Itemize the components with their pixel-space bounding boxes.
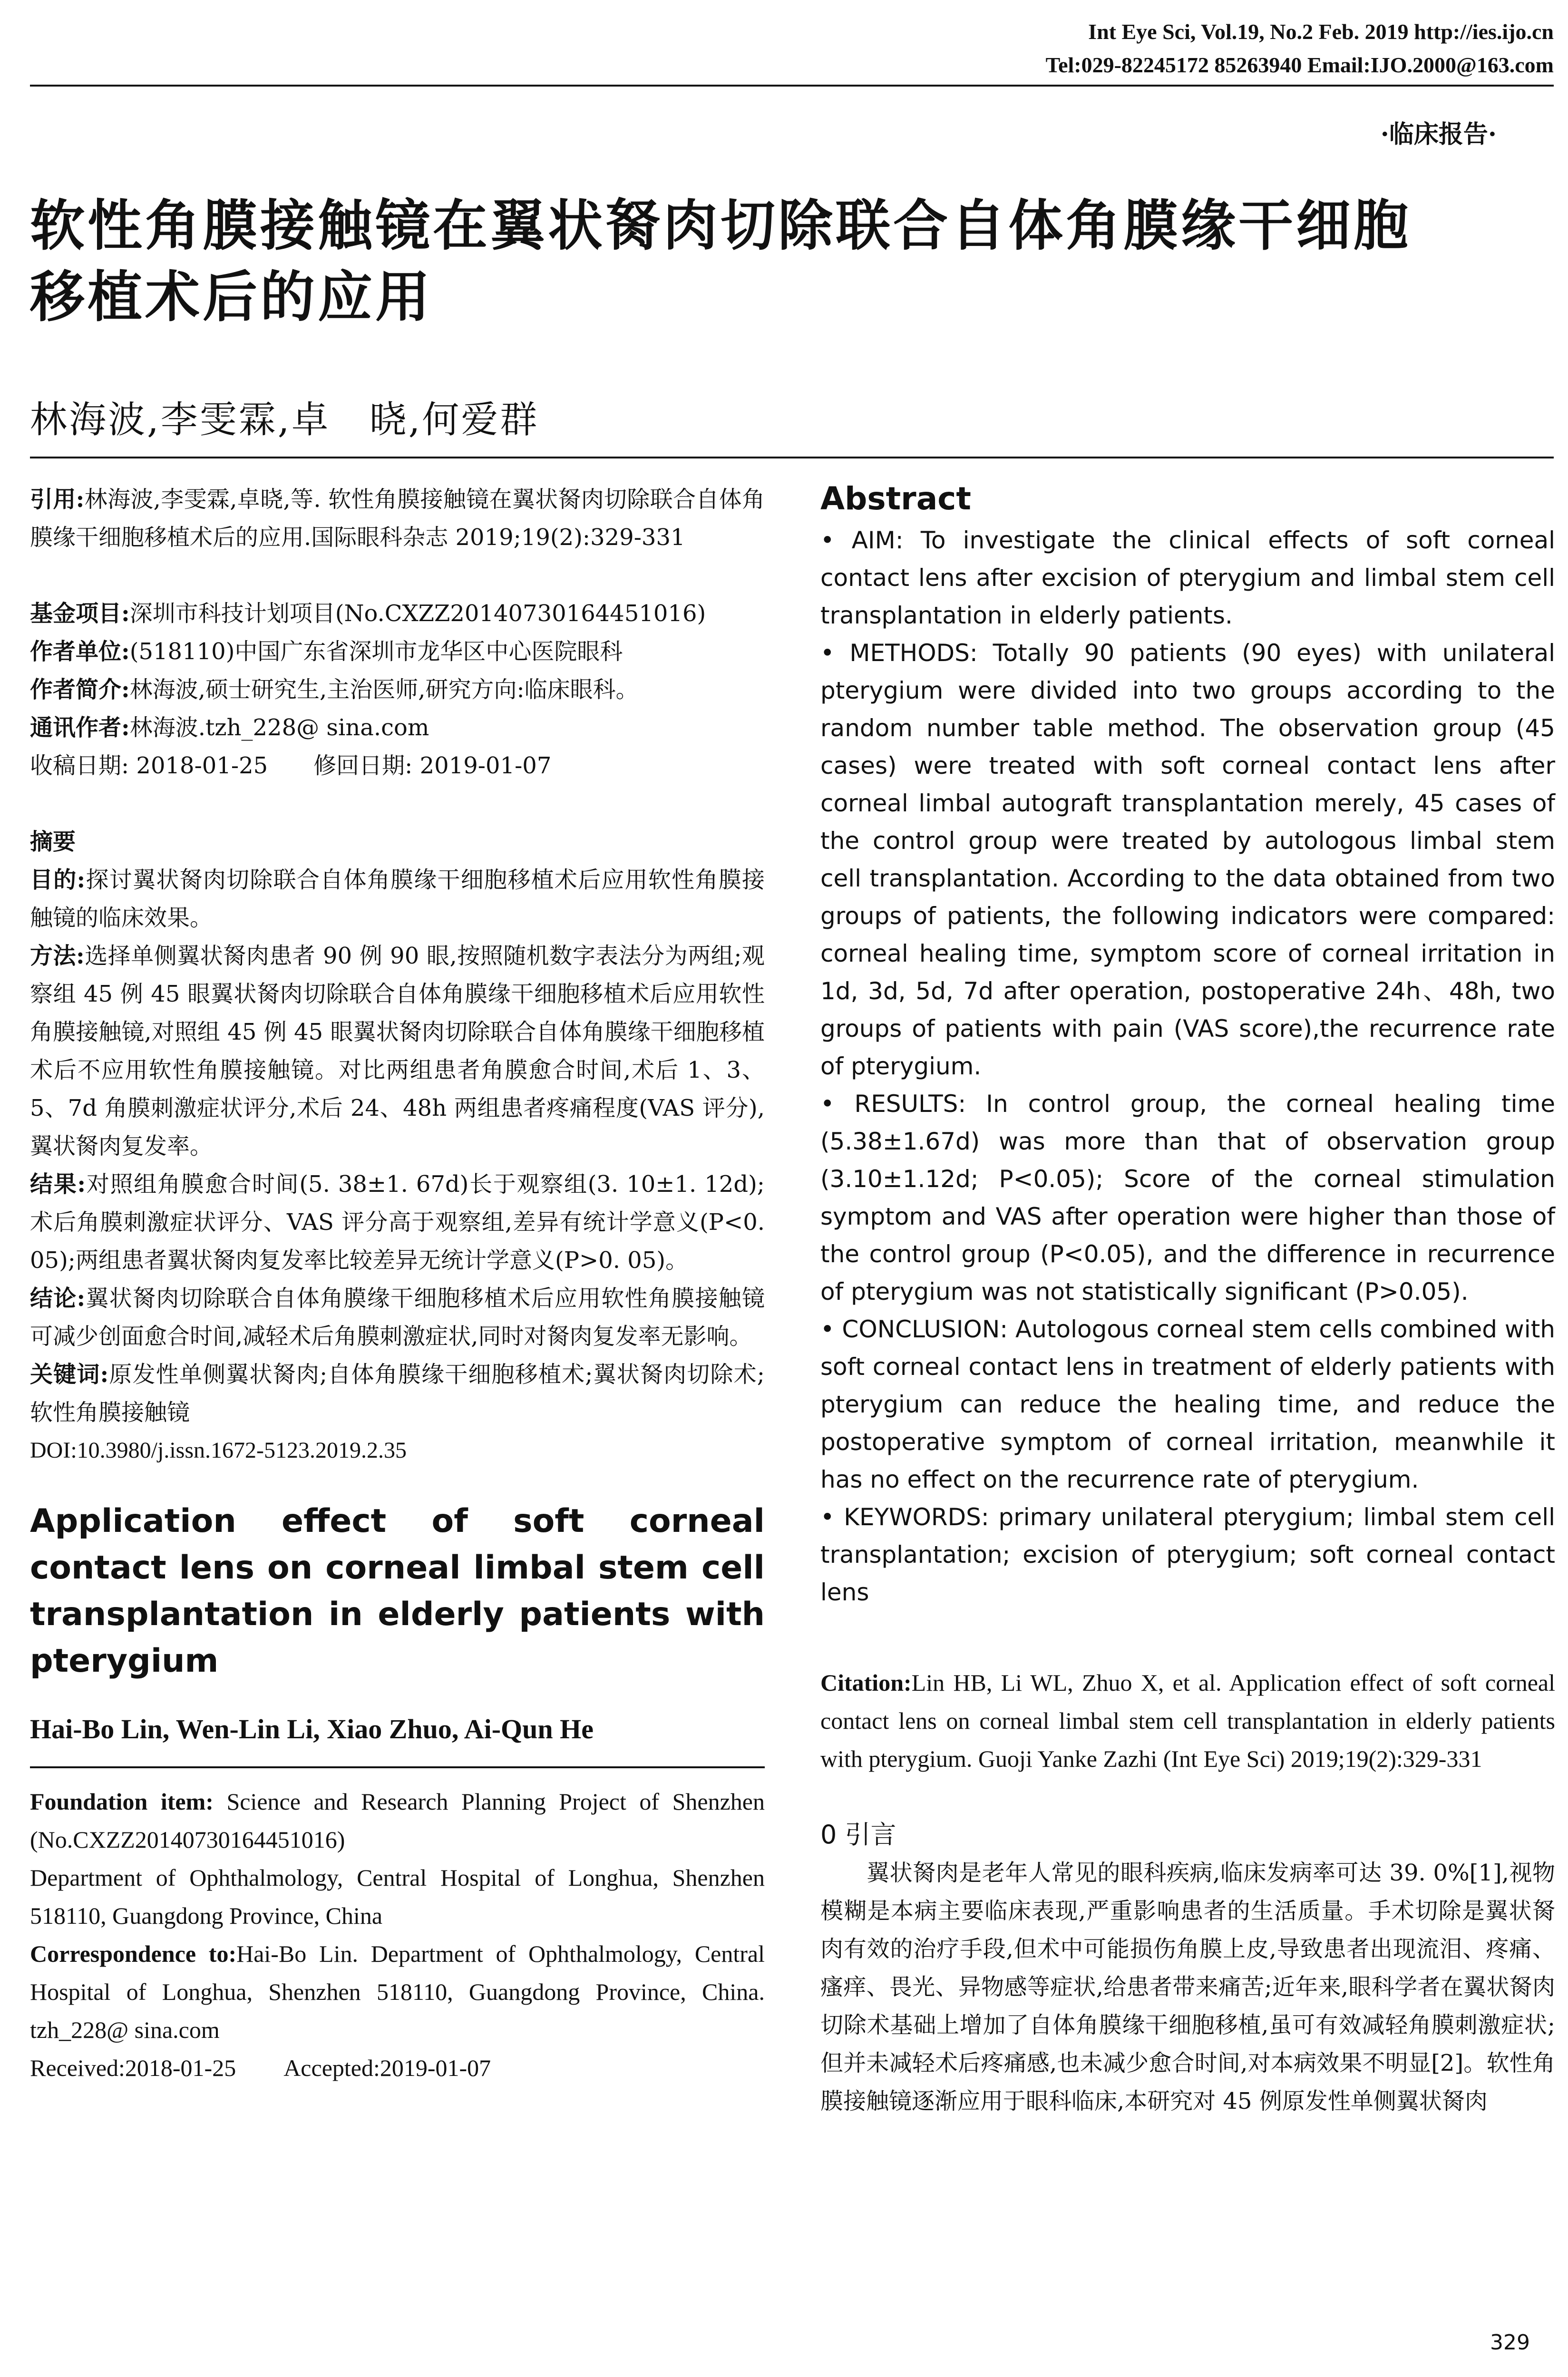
author-intro-text: 林海波,硕士研究生,主治医师,研究方向:临床眼科。 bbox=[129, 676, 639, 703]
method-cn-label: 方法: bbox=[30, 943, 85, 969]
aim-cn bbox=[30, 861, 765, 937]
received-dates: 收稿日期: 2018-01-25 修回日期: 2019-01-07 bbox=[30, 752, 552, 779]
citation-cn-label: 引用: bbox=[30, 486, 85, 513]
section-label: ·临床报告· bbox=[1380, 120, 1497, 149]
correspondence-en bbox=[30, 1935, 765, 2049]
unit-label: 作者单位: bbox=[30, 638, 130, 665]
intro-text: 翼状胬肉是老年人常见的眼科疾病,临床发病率可达 39. 0%[1],视物模糊是本病主要临床表现,严重影响患者的生活质量。手术切除是翼状胬肉有效的治疗手段,但术中可能损伤角膜上皮,导致患者出现流泪、疼痛、瘙痒、畏光、异物感等症状,给患者带来痛苦;近年来,眼科学者在翼状胬肉切除术基础上增加了自体角膜缘干细胞移植,虽可有效减轻角膜刺激症状;但并未减轻术后疼痛感,也未减少愈合时间,对本病效果不明显[2]。软性角膜接触镜逐渐应用于眼科临床,本研究对 45 例原发性单侧翼状胬肉 bbox=[820, 1860, 1555, 2114]
corresponding-text: 林海波.tzh_228@ sina.com bbox=[129, 714, 429, 741]
citation-cn bbox=[30, 480, 765, 556]
citation-en-label: Citation: bbox=[820, 1669, 912, 1696]
corresponding-author bbox=[30, 709, 765, 747]
english-authors: Hai-Bo Lin, Wen-Lin Li, Xiao Zhuo, Ai-Qun He bbox=[30, 1714, 594, 1744]
conclusion-cn-text: 翼状胬肉切除联合自体角膜缘干细胞移植术后应用软性角膜接触镜可减少创面愈合时间,减轻术后角膜刺激症状,同时对胬肉复发率无影响。 bbox=[30, 1285, 765, 1350]
abstract-heading-en: Abstract bbox=[820, 480, 971, 517]
result-cn-label: 结果: bbox=[30, 1171, 86, 1198]
title-rule bbox=[30, 457, 1554, 458]
foundation-en-text: Science and Research Planning Project of Shenzhen (No.CXZZ20140730164451016) bbox=[30, 1788, 765, 1853]
received-accepted-en: Received:2018-01-25 Accepted:2019-01-07 bbox=[30, 2055, 491, 2081]
keywords-cn bbox=[30, 1355, 765, 1432]
correspondence-en-label: Correspondence to: bbox=[30, 1940, 237, 1967]
unit-text: (518110)中国广东省深圳市龙华区中心医院眼科 bbox=[129, 638, 623, 665]
department-en: Department of Ophthalmology, Central Hospital of Longhua, Shenzhen 518110, Guangdong Province, China bbox=[30, 1864, 765, 1929]
aim-cn-text: 探讨翼状胬肉切除联合自体角膜缘干细胞移植术后应用软性角膜接触镜的临床效果。 bbox=[30, 867, 765, 931]
fund-info bbox=[30, 594, 765, 633]
author-intro-label: 作者简介: bbox=[30, 676, 130, 703]
aim-cn-label: 目的: bbox=[30, 867, 86, 893]
title-line-1: 软性角膜接触镜在翼状胬肉切除联合自体角膜缘干细胞 bbox=[30, 194, 1412, 258]
author-intro bbox=[30, 671, 765, 709]
method-cn-text: 选择单侧翼状胬肉患者 90 例 90 眼,按照随机数字表法分为两组;观察组 45 例 45 眼翼状胬肉切除联合自体角膜缘干细胞移植术后应用软性角膜接触镜,对照组 45 例 45 眼翼状胬肉切除联合自体角膜缘干细胞移植术后不应用软性角膜接触镜。对比两组患者角膜愈合时间,术后 1、3、5、7d 角膜刺激症状评分,术后 24、48h 两组患者疼痛程度(VAS 评分),翼状胬肉复发率。 bbox=[30, 943, 765, 1159]
conclusion-en: • CONCLUSION: Autologous corneal stem cells combined with soft corneal contact lens in treatment of elderly patients with pterygium can reduce the healing time, and reduce the postoperative symptom of corneal irritation, meanwhile it has no effect on the recurrence rate of pterygium. bbox=[820, 1315, 1555, 1493]
doi: DOI:10.3980/j.issn.1672-5123.2019.2.35 bbox=[30, 1438, 407, 1463]
page-number: 329 bbox=[1490, 2330, 1530, 2355]
abstract-heading-cn: 摘要 bbox=[30, 828, 76, 855]
result-cn-text: 对照组角膜愈合时间(5. 38±1. 67d)长于观察组(3. 10±1. 12d);术后角膜刺激症状评分、VAS 评分高于观察组,差异有统计学意义(P<0. 05);两组患者翼状胬肉复发率比较差异无统计学意义(P>0. 05)。 bbox=[30, 1171, 765, 1274]
corresponding-label: 通讯作者: bbox=[30, 714, 130, 741]
results-en: • RESULTS: In control group, the corneal healing time (5.38±1.67d) was more than that of observation group (3.10±1.12d; P<0.05); Score of the corneal stimulation symptom and VAS after operation were higher than those of the control group (P<0.05), and the difference in recurrence of pterygium was not statistically significant (P>0.05). bbox=[820, 1090, 1555, 1305]
citation-en bbox=[820, 1664, 1555, 1778]
foundation-en-label: Foundation item: bbox=[30, 1788, 214, 1815]
article-title bbox=[30, 190, 1411, 333]
intro-heading: 0 引言 bbox=[820, 1820, 896, 1850]
correspondence-en-text: Hai-Bo Lin. Department of Ophthalmology, Central Hospital of Longhua, Shenzhen 518110, Guangdong Province, China. tzh_228@ sina.com bbox=[30, 1940, 765, 2043]
header-rule bbox=[30, 85, 1554, 87]
methods-en: • METHODS: Totally 90 patients (90 eyes) with unilateral pterygium were divided into two groups according to the random number table method. The observation group (45 cases) were treated with soft corneal contact lens after corneal limbal autograft transplantation merely, 45 cases of the control group were treated by autologous limbal stem cell transplantation. According to the data obtained from two groups of patients, the following indicators were compared: corneal healing time, symptom score of corneal irritation in 1d, 3d, 5d, 7d after operation, postoperative 24h、48h, two groups of patients with pain (VAS score),the recurrence rate of pterygium. bbox=[820, 639, 1555, 1080]
foundation-en bbox=[30, 1783, 765, 1859]
unit-info bbox=[30, 633, 765, 671]
left-column bbox=[30, 480, 765, 2087]
journal-header-line2: Tel:029-82245172 85263940 Email:IJO.2000@163.com bbox=[1045, 53, 1554, 77]
conclusion-cn-label: 结论: bbox=[30, 1285, 86, 1312]
journal-header-line1: Int Eye Sci, Vol.19, No.2 Feb. 2019 http://ies.ijo.cn bbox=[1088, 19, 1554, 44]
conclusion-cn bbox=[30, 1279, 765, 1355]
citation-cn-text: 林海波,李雯霖,卓晓,等. 软性角膜接触镜在翼状胬肉切除联合自体角膜缘干细胞移植术后的应用.国际眼科杂志 2019;19(2):329-331 bbox=[30, 486, 765, 551]
fund-text: 深圳市科技计划项目(No.CXZZ20140730164451016) bbox=[129, 600, 706, 627]
result-cn bbox=[30, 1165, 765, 1279]
aim-en: • AIM: To investigate the clinical effects of soft corneal contact lens after excision of pterygium and limbal stem cell transplantation in elderly patients. bbox=[820, 526, 1555, 629]
keywords-cn-label: 关键词: bbox=[30, 1361, 109, 1388]
keywords-cn-text: 原发性单侧翼状胬肉;自体角膜缘干细胞移植术;翼状胬肉切除术;软性角膜接触镜 bbox=[30, 1361, 765, 1426]
keywords-en: • KEYWORDS: primary unilateral pterygium; limbal stem cell transplantation; excision of pterygium; soft corneal contact lens bbox=[820, 1503, 1555, 1606]
citation-en-text: Lin HB, Li WL, Zhuo X, et al. Application effect of soft corneal contact lens on corneal limbal stem cell transplantation in elderly patients with pterygium. Guoji Yanke Zazhi (Int Eye Sci) 2019;19(2):329-331 bbox=[820, 1669, 1555, 1772]
fund-label: 基金项目: bbox=[30, 600, 130, 627]
right-column bbox=[820, 480, 1555, 2120]
authors-cn: 林海波,李雯霖,卓 晓,何爱群 bbox=[30, 399, 539, 441]
english-title: Application effect of soft corneal contact lens on corneal limbal stem cell transplantation in elderly patients with pterygium bbox=[30, 1502, 765, 1680]
method-cn bbox=[30, 937, 765, 1165]
title-line-2: 移植术后的应用 bbox=[30, 265, 433, 329]
